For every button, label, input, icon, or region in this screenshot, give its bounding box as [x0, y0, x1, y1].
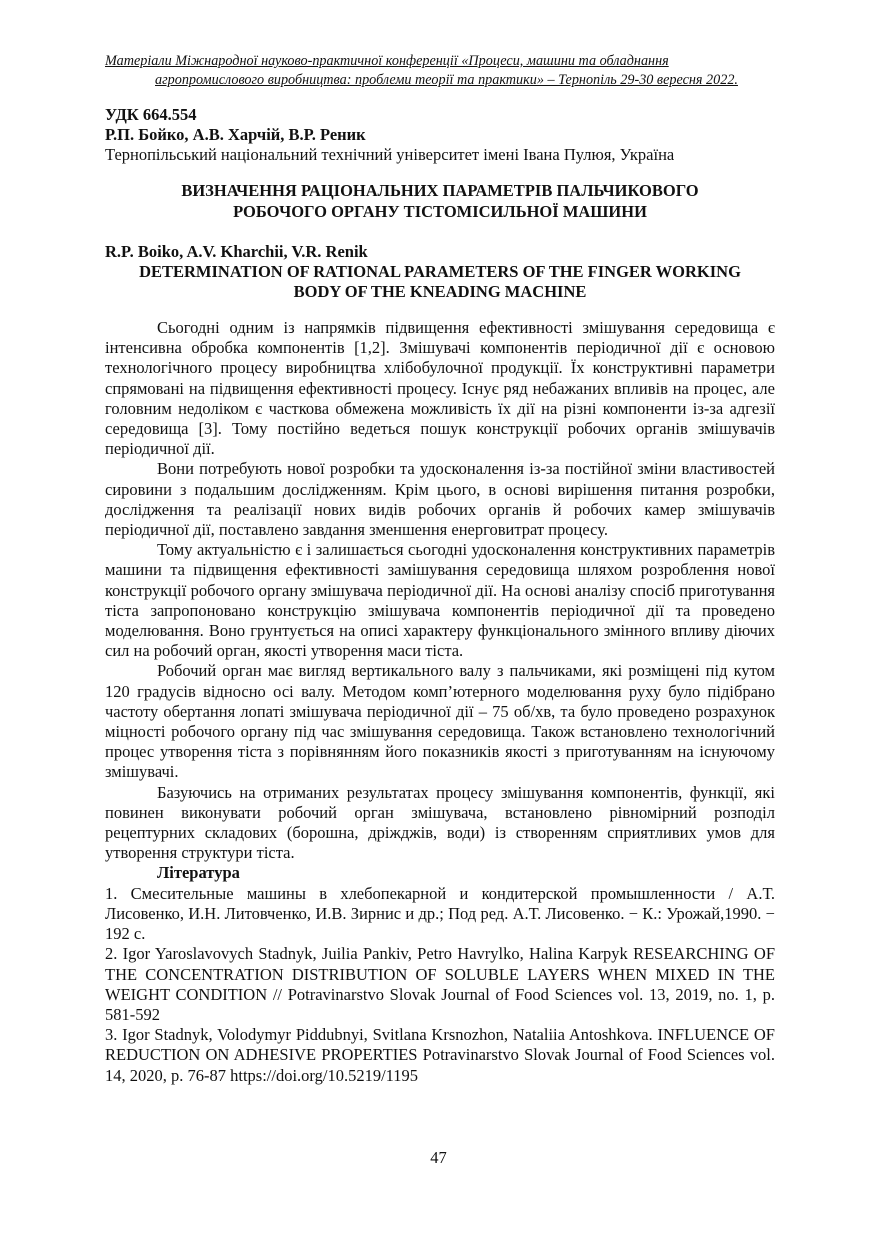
- body-paragraph: Базуючись на отриманих результатах процесу змішування компонентів, функції, які повинен виконувати робочий орган змішувача, встановлено рівномірний розподіл рецептурних складових (борошна, дріжджів, води) із створенням сприятливих умов для утворення структури тіста.: [105, 782, 775, 863]
- article-body: [105, 318, 775, 1086]
- running-header: [105, 52, 775, 90]
- reference-item: 1. Смесительные машины в хлебопекарной и кондитерской промышленности / А.Т. Лисовенко, И.Н. Литовченко, И.В. Зирнис и др.; Под ред. А.Т. Лисовенко. − К.: Урожай,1990. − 192 с.: [105, 883, 775, 944]
- title-en-line-2: BODY OF THE KNEADING MACHINE: [293, 282, 587, 301]
- authors-en: R.P. Boiko, A.V. Kharchii, V.R. Renik: [105, 242, 368, 261]
- references-heading: Література: [157, 863, 240, 883]
- running-header-line-1: Матеріали Міжнародної науково-практичної конференції «Процеси, машини та обладнання: [105, 53, 669, 69]
- udk-code: УДК 664.554: [105, 105, 197, 124]
- title-ua-line-2: РОБОЧОГО ОРГАНУ ТІСТОМІСИЛЬНОЇ МАШИНИ: [233, 202, 647, 221]
- reference-item: 2. Igor Yaroslavovych Stadnyk, Juilia Pankiv, Petro Havrylko, Halina Karpyk RESEARCHING OF THE CONCENTRATION DISTRIBUTION OF SOLUBLE LAYERS WHEN MIXED IN THE WEIGHT CONDITION // Potravinarstvo Slovak Journal of Food Sciences vol. 13, 2019, no. 1, p. 581-592: [105, 944, 775, 1024]
- article-meta: [105, 105, 785, 165]
- title-ua: [105, 180, 775, 222]
- authors-ua: Р.П. Бойко, А.В. Харчій, В.Р. Реник: [105, 125, 366, 144]
- body-paragraph: Сьогодні одним із напрямків підвищення ефективності змішування середовища є інтенсивна обробка компонентів [1,2]. Змішувачі компонентів періодичної дії є основою технологічного процесу виробництва хлібобулочної продукції. Їх конструктивні параметри спрямовані на підвищення ефективності процесу. Існує ряд небажаних впливів на процес, але головним недоліком є часткова обмежена можливість їх дії на різні компоненти із-за адгезії середовища [3]. Тому постійно ведеться пошук конструкції робочих органів змішувачів періодичної дії.: [105, 318, 775, 459]
- body-paragraph: Робочий орган має вигляд вертикального валу з пальчиками, які розміщені під кутом 120 градусів відносно осі валу. Методом комп’ютерного моделювання руху було підібрано частоту обертання лопаті змішувача періодичної дії – 75 об/хв, та було проведено розрахунок міцності робочого органу під час змішування середовища. Також встановлено технологічний процес утворення тіста з порівнянням його показників якості з приготуванням на існуючому змішувачі.: [105, 661, 775, 782]
- reference-item: 3. Igor Stadnyk, Volodymyr Piddubnyi, Svitlana Krsnozhon, Nataliia Antoshkova. INFLUENCE OF REDUCTION ON ADHESIVE PROPERTIES Potravinarstvo Slovak Journal of Food Sciences vol. 14, 2020, p. 76-87 https://doi.org/10.5219/1195: [105, 1025, 775, 1085]
- body-paragraph: Тому актуальністю є і залишається сьогодні удосконалення конструктивних параметрів машини та підвищення ефективності замішування середовища шляхом розроблення нової конструкції робочого органу змішувача періодичної дії. На основі аналізу спосіб приготування тіста запропоновано конструкцію змішувача компонентів періодичної дії та проведено моделювання. Воно грунтується на описі характеру функціонального змінного впливу діючих сил на робочий орган, якості утворення маси тіста.: [105, 540, 775, 661]
- english-block: [105, 242, 775, 302]
- affiliation: Тернопільський національний технічний університет імені Івана Пулюя, Україна: [105, 145, 675, 164]
- title-en-line-1: DETERMINATION OF RATIONAL PARAMETERS OF THE FINGER WORKING: [139, 262, 741, 281]
- body-paragraph: Вони потребують нової розробки та удосконалення із-за постійної зміни властивостей сировини з подальшим дослідженням. Крім цього, в основі вирішення питання розробки, дослідження та реалізації нових видів робочих органів й робочих камер змішувачів періодичної дії, поставлено завдання зменшення енерговитрат процесу.: [105, 459, 775, 540]
- page-number: 47: [430, 1148, 447, 1167]
- running-header-line-2: агропромислового виробництва: проблеми теорії та практики» – Тернопіль 29-30 вересня 2022.: [155, 72, 738, 88]
- title-ua-line-1: ВИЗНАЧЕННЯ РАЦІОНАЛЬНИХ ПАРАМЕТРІВ ПАЛЬЧИКОВОГО: [181, 181, 699, 200]
